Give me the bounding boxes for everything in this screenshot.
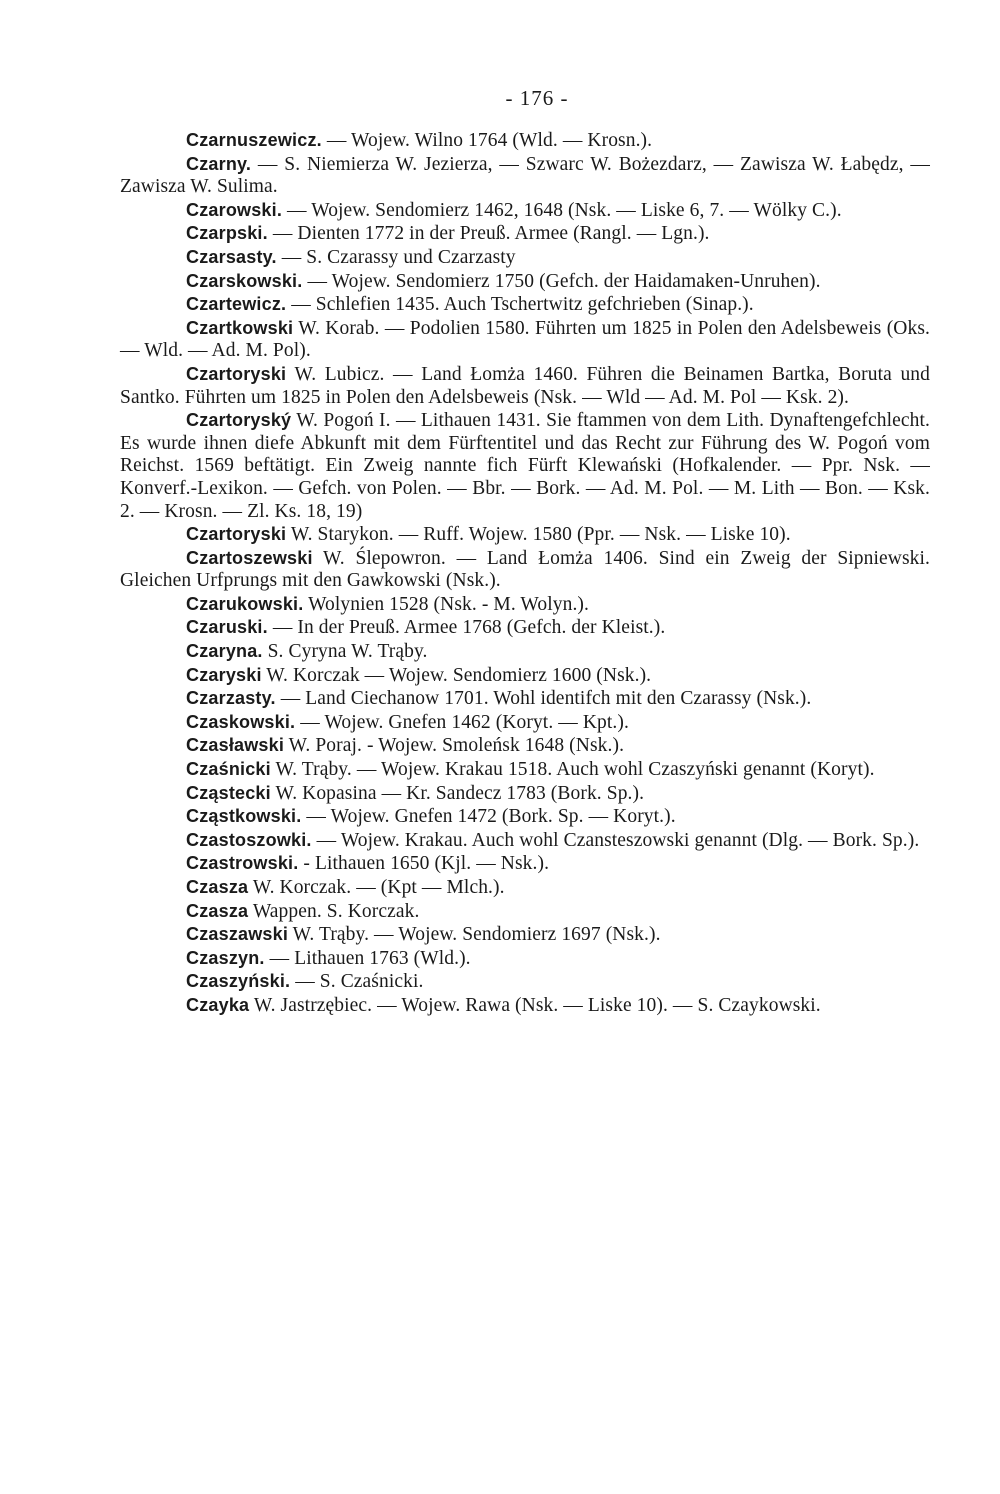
entry-text: W. Starykon. — Ruff. Wojew. 1580 (Ppr. — Nsk. — Liske 10). bbox=[286, 524, 791, 546]
entry-text: — Wojew. Krakau. Auch wohl Czansteszowski genannt (Dlg. — Bork. Sp.). bbox=[311, 829, 920, 851]
entry bbox=[120, 199, 930, 223]
entry-text: — Wojew. Gnefen 1472 (Bork. Sp. — Koryt.). bbox=[301, 806, 676, 828]
entry-text: — Wojew. Gnefen 1462 (Koryt. — Kpt.). bbox=[295, 711, 629, 733]
entry bbox=[120, 923, 930, 947]
entry-text: — Wojew. Wilno 1764 (Wld. — Krosn.). bbox=[321, 130, 653, 151]
entry bbox=[120, 947, 930, 971]
entry bbox=[120, 734, 930, 758]
entry-headword: Czaruski. bbox=[186, 617, 268, 638]
entry-headword: Czasza bbox=[186, 877, 249, 897]
entry-headword: Czaryna. bbox=[186, 641, 263, 662]
entry bbox=[120, 687, 930, 711]
entry-headword: Czaryski bbox=[186, 664, 262, 685]
entry-text: W. Korab. — Podolien 1580. Führten um 1825 in Polen den Adelsbeweis (Oks. — Wld. — Ad. M. Pol). bbox=[120, 317, 930, 362]
entry-text: — Lithauen 1763 (Wld.). bbox=[264, 947, 471, 969]
entry bbox=[120, 293, 930, 317]
entry-headword: Czarny. bbox=[186, 153, 252, 174]
entry-headword: Czaszyński. bbox=[186, 971, 291, 992]
entry bbox=[120, 711, 930, 735]
entry-headword: Czarpski. bbox=[186, 223, 268, 244]
entry bbox=[120, 852, 930, 876]
entry-headword: Czarsasty. bbox=[186, 246, 277, 267]
entry-text: W. Kopasina — Kr. Sandecz 1783 (Bork. Sp.). bbox=[270, 782, 645, 804]
entry-text: — Wojew. Sendomierz 1462, 1648 (Nsk. — Liske 6, 7. — Wölky C.). bbox=[282, 199, 842, 221]
entry-headword: Czartoryski bbox=[186, 363, 287, 384]
entry-text: — Schlefien 1435. Auch Tschertwitz gefchrieben (Sinap.). bbox=[286, 294, 754, 316]
entry bbox=[120, 409, 930, 523]
entry bbox=[120, 829, 930, 853]
entry-text: — Dienten 1772 in der Preuß. Armee (Rangl. — Lgn.). bbox=[267, 223, 710, 245]
entry bbox=[120, 547, 930, 593]
entry-headword: Czarskowski. bbox=[186, 270, 303, 291]
entry-text: W. Trąby. — Wojew. Sendomierz 1697 (Nsk.). bbox=[288, 924, 661, 946]
entry-headword: Cząstecki bbox=[186, 782, 271, 803]
entry-headword: Czarowski. bbox=[186, 199, 283, 220]
entry bbox=[120, 616, 930, 640]
entry-headword: Czarukowski. bbox=[186, 593, 304, 614]
entry-text: — Wojew. Sendomierz 1750 (Gefch. der Haidamaken-Unruhen). bbox=[302, 270, 821, 292]
entry-text: — S. Niemierza W. Jezierza, — Szwarc W. Bożezdarz, — Zawisza W. Łabędz, — Zawisza W. Sulima. bbox=[120, 153, 930, 198]
entry-text: Wolynien 1528 (Nsk. - M. Wolyn.). bbox=[303, 593, 589, 615]
entry bbox=[120, 363, 930, 409]
entry-headword: Czastoszowki. bbox=[186, 829, 312, 850]
entry bbox=[120, 222, 930, 246]
entry-text: W. Korczak. — (Kpt — Mlch.). bbox=[248, 877, 505, 898]
entry bbox=[120, 523, 930, 547]
entry-text: — Land Ciechanow 1701. Wohl identifch mit den Czarassy (Nsk.). bbox=[275, 688, 812, 710]
entry bbox=[120, 994, 930, 1018]
entry-text: W. Pogoń I. — Lithauen 1431. Sie ftammen von dem Lith. Dynaftengefchlecht. Es wurde ihnen diefe Abkunft mit dem Fürftentitel und das Recht zur Führung des W. Pogoń vom Reichst. 1569 beftätigt. Ein Zweig nannte fich Fürft Klewański (Hofkalender. — Ppr. Nsk. — Konverf.-Lexikon. — Gefch. von Polen. — Bbr. — Bork. — Ad. M. Pol. — M. Lith — Bon. — Ksk. 2. — Krosn. — Zl. Ks. 18, 19) bbox=[120, 410, 930, 522]
entry-headword: Czartkowski bbox=[186, 317, 294, 338]
entry-text: W. Poraj. - Wojew. Smoleńsk 1648 (Nsk.). bbox=[284, 735, 625, 757]
entry-list bbox=[120, 129, 930, 1018]
entry-headword: Czasza bbox=[186, 900, 249, 921]
entry-text: W. Lubicz. — Land Łomża 1460. Führen die Beinamen Bartka, Boruta und Santko. Führten um 1825 in Polen den Adelsbeweis (Nsk. — Wld — Ad. M. Pol — Ksk. 2). bbox=[120, 363, 930, 408]
dictionary-page bbox=[120, 86, 930, 1018]
entry-headword: Czarzasty. bbox=[186, 688, 276, 709]
entry bbox=[120, 246, 930, 270]
entry bbox=[120, 758, 930, 782]
entry-text: W. Ślepowron. — Land Łomża 1406. Sind ein Zweig der Sipniewski. Gleichen Urfprungs mit den Gawkowski (Nsk.). bbox=[120, 547, 930, 592]
entry-text: W. Jastrzębiec. — Wojew. Rawa (Nsk. — Liske 10). — S. Czaykowski. bbox=[249, 994, 821, 1016]
entry-text: — In der Preuß. Armee 1768 (Gefch. der Kleist.). bbox=[267, 617, 666, 639]
entry-headword: Czaskowski. bbox=[186, 711, 296, 732]
entry bbox=[120, 593, 930, 617]
entry bbox=[120, 640, 930, 664]
entry-text: Wappen. S. Korczak. bbox=[248, 900, 420, 922]
entry-text: — S. Czaśnicki. bbox=[290, 971, 424, 993]
entry-headword: Czastrowski. bbox=[186, 853, 299, 874]
entry-headword: Czartoszewski bbox=[186, 547, 313, 568]
entry-headword: Czayka bbox=[186, 994, 250, 1015]
page-number: - 176 - bbox=[505, 86, 569, 110]
entry bbox=[120, 900, 930, 924]
entry-text: — S. Czarassy und Czarzasty bbox=[276, 246, 516, 268]
entry bbox=[120, 876, 930, 900]
entry bbox=[120, 970, 930, 994]
entry-headword: Czaśnicki bbox=[186, 759, 271, 780]
entry-headword: Czartoryský bbox=[186, 410, 292, 431]
entry bbox=[120, 664, 930, 688]
entry-headword: Czartewicz. bbox=[186, 294, 287, 315]
entry bbox=[120, 805, 930, 829]
entry bbox=[120, 129, 930, 153]
entry-text: W. Trąby. — Wojew. Krakau 1518. Auch wohl Czaszyński genannt (Koryt). bbox=[270, 759, 875, 781]
entry bbox=[120, 270, 930, 294]
entry-headword: Czasławski bbox=[186, 735, 285, 756]
entry-text: S. Cyryna W. Trąby. bbox=[262, 641, 428, 663]
entry-headword: Czarnuszewicz. bbox=[186, 130, 322, 150]
entry bbox=[120, 153, 930, 199]
entry-headword: Czartoryski bbox=[186, 524, 287, 545]
entry-headword: Cząstkowski. bbox=[186, 806, 302, 827]
entry-headword: Czaszyn. bbox=[186, 947, 265, 968]
entry-text: - Lithauen 1650 (Kjl. — Nsk.). bbox=[298, 853, 550, 875]
entry bbox=[120, 782, 930, 806]
entry-headword: Czaszawski bbox=[186, 924, 289, 945]
entry-text: W. Korczak — Wojew. Sendomierz 1600 (Nsk.). bbox=[261, 664, 652, 686]
entry bbox=[120, 317, 930, 363]
